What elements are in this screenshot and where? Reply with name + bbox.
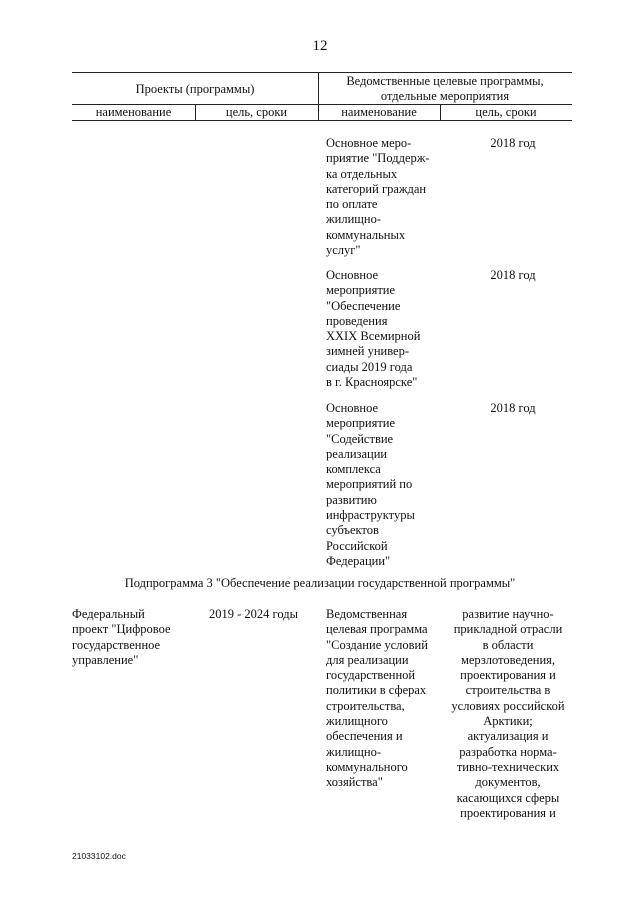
- header-top-rule: [72, 72, 572, 73]
- program-row-2-name: Основное мероприятие "Обеспечение проведения XXIX Всемирной зимней универ- сиады 2019 года в г. Красноярске": [326, 268, 421, 390]
- col-goal-programs: цель, сроки: [475, 105, 537, 119]
- col-name-projects: наименование: [95, 105, 172, 119]
- federal-project-goal: 2019 - 2024 годы: [209, 607, 299, 621]
- col-name-programs: наименование: [341, 105, 417, 119]
- program-row-2-goal: 2018 год: [490, 268, 536, 282]
- federal-project-name: Федеральный проект "Цифровое государственное управление": [72, 607, 171, 667]
- document-filename: 21033102.doc: [72, 851, 126, 861]
- program-row-3-name: Основное мероприятие "Содействие реализации комплекса мероприятий по развитию инфраструктуры субъектов Российской Федерации": [326, 401, 415, 568]
- programs-title: Ведомственные целевые программы, отдельные мероприятия: [346, 74, 544, 103]
- departmental-program-goal: развитие научно- прикладной отрасли в области мерзлотоведения, проектирования и строительства в условиях российской Арктики; актуализация и разработка норма- тивно-технических документов, касающихся сферы проектирования и: [451, 607, 565, 820]
- page-number: 12: [312, 38, 328, 54]
- col-goal-projects: цель, сроки: [225, 105, 288, 119]
- program-row-1-goal: 2018 год: [490, 136, 536, 150]
- projects-title: Проекты (программы): [135, 82, 255, 96]
- subprogram-title: Подпрограмма 3 "Обеспечение реализации государственной программы": [124, 576, 516, 590]
- departmental-program-name: Ведомственная целевая программа "Создание условий для реализации государственной политики в сферах строительства, жилищного обеспечения и жилищно- коммунального хозяйства": [326, 607, 428, 790]
- header-bottom-rule: [72, 120, 572, 121]
- program-row-3-goal: 2018 год: [490, 401, 536, 415]
- program-row-1-name: Основное меро- приятие "Поддерж- ка отдельных категорий граждан по оплате жилищно- коммунальных услуг": [326, 136, 430, 258]
